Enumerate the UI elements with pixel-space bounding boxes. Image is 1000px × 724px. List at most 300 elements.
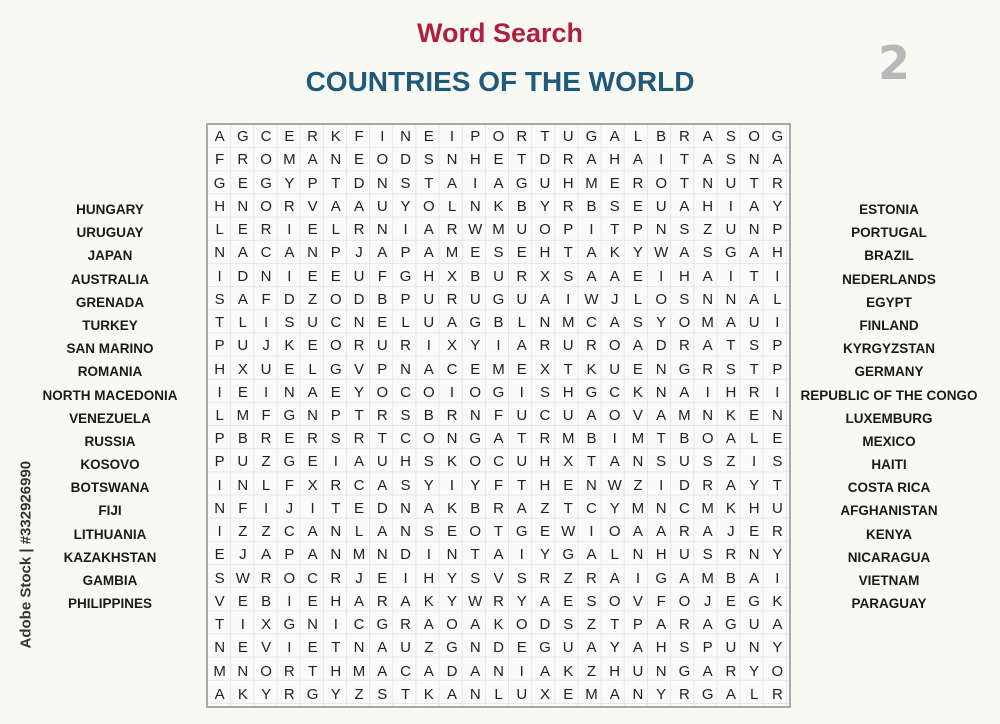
grid-cell: Z: [540, 499, 550, 517]
grid-cell: L: [633, 128, 643, 146]
grid-cell: E: [725, 592, 736, 610]
grid-cell: A: [702, 337, 713, 355]
grid-cell: H: [655, 546, 667, 564]
grid-cell: N: [237, 197, 249, 215]
grid-cell: T: [726, 337, 736, 355]
grid-cell: A: [702, 616, 713, 634]
grid-cell: I: [473, 174, 478, 192]
grid-cell: C: [283, 523, 295, 541]
grid-cell: L: [749, 430, 759, 448]
grid-cell: A: [377, 639, 388, 657]
grid-cell: V: [307, 197, 318, 215]
grid-cell: N: [353, 314, 365, 332]
grid-cell: U: [469, 290, 481, 308]
grid-cell: B: [377, 290, 388, 308]
grid-cell: T: [749, 174, 759, 192]
grid-cell: E: [307, 453, 318, 471]
grid-cell: S: [493, 244, 504, 262]
grid-cell: R: [516, 267, 528, 285]
grid-cell: S: [400, 476, 411, 494]
grid-cell: N: [469, 685, 481, 703]
grid-cell: Z: [563, 569, 573, 587]
grid-cell: T: [331, 499, 341, 517]
grid-cell: N: [307, 616, 318, 634]
word-item: GAMBIA: [82, 573, 138, 588]
grid-cell: Z: [261, 523, 271, 541]
grid-cell: R: [283, 662, 295, 680]
grid-cell: H: [539, 244, 551, 262]
grid-cell: T: [679, 174, 689, 192]
grid-cell: C: [330, 314, 342, 332]
grid-cell: Y: [516, 592, 527, 610]
grid-cell: A: [586, 406, 597, 424]
grid-cell: G: [329, 360, 342, 378]
grid-cell: C: [586, 314, 597, 332]
grid-cell: A: [307, 383, 318, 401]
grid-cell: G: [678, 360, 691, 378]
word-item: AUSTRALIA: [71, 271, 149, 287]
grid-cell: E: [237, 592, 248, 610]
grid-cell: U: [516, 290, 528, 308]
grid-cell: L: [494, 685, 503, 703]
grid-cell: R: [516, 128, 528, 146]
grid-cell: K: [447, 453, 458, 471]
grid-cell: E: [563, 592, 574, 610]
grid-cell: S: [772, 453, 783, 471]
grid-cell: C: [446, 360, 458, 378]
grid-cell: R: [586, 337, 597, 355]
grid-cell: W: [584, 290, 599, 308]
grid-cell: B: [493, 314, 504, 332]
word-item: EGYPT: [866, 294, 912, 310]
grid-cell: B: [423, 406, 434, 424]
grid-cell: I: [310, 499, 315, 517]
grid-cell: E: [307, 221, 318, 239]
grid-cell: A: [749, 197, 760, 215]
grid-cell: U: [423, 290, 435, 308]
grid-cell: E: [563, 476, 574, 494]
grid-cell: A: [423, 244, 434, 262]
word-item: KAZAKHSTAN: [63, 549, 157, 565]
grid-cell: X: [539, 360, 550, 378]
grid-cell: E: [772, 430, 783, 448]
grid-cell: H: [330, 662, 342, 680]
grid-cell: I: [659, 267, 664, 285]
grid-cell: K: [447, 499, 458, 517]
grid-cell: I: [775, 569, 780, 587]
grid-cell: N: [446, 546, 458, 564]
grid-cell: G: [539, 639, 551, 657]
word-item: FINLAND: [859, 317, 919, 333]
grid-cell: A: [354, 197, 365, 215]
grid-cell: K: [284, 337, 295, 355]
grid-cell: Z: [354, 685, 364, 703]
grid-cell: C: [307, 569, 318, 587]
grid-cell: K: [586, 360, 597, 378]
word-item: URUGUAY: [76, 225, 144, 241]
grid-cell: I: [264, 499, 269, 517]
grid-cell: G: [306, 685, 319, 703]
grid-cell: D: [493, 639, 504, 657]
grid-cell: P: [772, 360, 783, 378]
grid-cell: M: [561, 430, 575, 448]
grid-cell: T: [517, 476, 527, 494]
word-item: NORTH MACEDONIA: [42, 387, 178, 403]
grid-cell: G: [283, 453, 296, 471]
grid-cell: N: [748, 221, 760, 239]
grid-cell: N: [748, 151, 760, 169]
grid-cell: T: [656, 430, 666, 448]
grid-cell: J: [355, 244, 363, 262]
grid-cell: G: [469, 430, 482, 448]
grid-cell: A: [679, 244, 690, 262]
grid-cell: R: [446, 290, 458, 308]
grid-cell: U: [423, 314, 435, 332]
grid-cell: O: [469, 523, 482, 541]
word-item: ROMANIA: [77, 364, 143, 380]
grid-cell: I: [264, 383, 269, 401]
grid-cell: Y: [772, 197, 783, 215]
grid-cell: I: [287, 221, 292, 239]
grid-cell: G: [446, 639, 458, 657]
word-item: KOSOVO: [80, 457, 140, 473]
grid-cell: E: [307, 639, 318, 657]
grid-cell: O: [329, 337, 342, 355]
grid-cell: H: [214, 197, 226, 215]
word-item: VENEZUELA: [69, 410, 151, 426]
grid-cell: T: [424, 174, 434, 192]
grid-cell: A: [377, 244, 388, 262]
grid-cell: A: [377, 476, 388, 494]
grid-cell: S: [702, 453, 713, 471]
grid-cell: G: [283, 616, 296, 634]
grid-cell: J: [355, 569, 363, 587]
grid-cell: H: [702, 197, 714, 215]
grid-cell: E: [214, 546, 225, 564]
grid-cell: P: [330, 244, 341, 262]
grid-cell: R: [307, 128, 318, 146]
grid-cell: H: [771, 244, 783, 262]
grid-cell: A: [586, 546, 597, 564]
page-number: 2: [878, 36, 911, 90]
grid-cell: C: [586, 499, 597, 517]
grid-cell: U: [260, 360, 272, 378]
grid-cell: N: [237, 662, 249, 680]
grid-cell: F: [261, 406, 271, 424]
grid-cell: I: [287, 267, 292, 285]
grid-cell: D: [400, 546, 411, 564]
grid-cell: Z: [586, 662, 597, 680]
grid-cell: O: [422, 430, 435, 448]
grid-cell: A: [539, 290, 550, 308]
grid-cell: U: [678, 453, 690, 471]
grid-cell: T: [586, 453, 597, 471]
grid-cell: A: [539, 662, 550, 680]
grid-cell: U: [678, 546, 690, 564]
grid-cell: A: [423, 499, 434, 517]
grid-cell: F: [377, 267, 387, 285]
grid-cell: L: [401, 314, 410, 332]
grid-cell: O: [492, 128, 505, 146]
grid-cell: H: [748, 499, 760, 517]
grid-cell: O: [771, 662, 784, 680]
grid-cell: I: [449, 128, 455, 146]
grid-cell: S: [679, 221, 690, 239]
grid-cell: A: [632, 523, 643, 541]
grid-cell: R: [771, 174, 783, 192]
grid-cell: R: [237, 151, 249, 169]
grid-cell: S: [400, 174, 411, 192]
grid-cell: F: [284, 476, 294, 494]
grid-cell: D: [376, 499, 388, 517]
grid-cell: R: [283, 685, 295, 703]
grid-cell: D: [283, 290, 295, 308]
grid-cell: E: [632, 267, 643, 285]
grid-cell: L: [447, 197, 457, 215]
grid-cell: X: [261, 616, 272, 634]
grid-cell: L: [633, 290, 643, 308]
grid-cell: I: [775, 383, 780, 401]
grid-cell: A: [609, 267, 620, 285]
grid-cell: G: [260, 174, 272, 192]
grid-cell: P: [563, 221, 574, 239]
grid-cell: A: [354, 592, 365, 610]
grid-cell: C: [539, 406, 551, 424]
grid-cell: N: [702, 174, 714, 192]
grid-cell: I: [449, 476, 455, 494]
grid-cell: F: [493, 476, 504, 494]
grid-cell: F: [493, 406, 504, 424]
grid-cell: A: [632, 639, 643, 657]
grid-cell: N: [655, 383, 667, 401]
grid-cell: I: [217, 476, 222, 494]
grid-cell: L: [773, 290, 782, 308]
word-list-right: [800, 198, 978, 615]
word-item: PARAGUAY: [851, 596, 927, 612]
grid-cell: A: [609, 128, 620, 146]
grid-cell: Y: [470, 476, 481, 494]
grid-cell: I: [403, 221, 408, 239]
grid-cell: I: [240, 616, 245, 634]
grid-cell: O: [469, 453, 482, 471]
grid-cell: U: [376, 197, 388, 215]
grid-cell: N: [539, 314, 551, 332]
grid-cell: B: [261, 592, 272, 610]
grid-cell: S: [214, 569, 225, 587]
grid-cell: I: [566, 290, 571, 308]
grid-cell: T: [749, 267, 759, 285]
grid-cell: D: [678, 476, 690, 494]
grid-cell: N: [330, 523, 342, 541]
grid-cell: R: [539, 569, 551, 587]
grid-cell: B: [725, 569, 736, 587]
grid-cell: R: [771, 523, 783, 541]
grid-cell: V: [261, 639, 272, 657]
grid-cell: D: [237, 267, 249, 285]
grid-cell: S: [702, 546, 713, 564]
grid-cell: I: [264, 314, 269, 332]
grid-cell: E: [354, 499, 365, 517]
grid-cell: A: [749, 290, 760, 308]
grid-cell: L: [261, 476, 271, 494]
grid-cell: Y: [400, 197, 411, 215]
grid-cell: G: [376, 616, 389, 634]
grid-cell: M: [283, 151, 296, 169]
grid-cell: P: [400, 290, 411, 308]
grid-cell: O: [376, 383, 389, 401]
grid-cell: I: [728, 197, 733, 215]
grid-cell: V: [354, 360, 365, 378]
grid-cell: K: [493, 616, 504, 634]
grid-cell: A: [586, 151, 597, 169]
grid-cell: A: [447, 174, 458, 192]
grid-cell: B: [586, 430, 597, 448]
word-item: RUSSIA: [84, 433, 136, 449]
grid-cell: I: [775, 314, 780, 332]
grid-cell: I: [519, 546, 524, 564]
grid-cell: H: [400, 453, 411, 471]
grid-cell: E: [330, 383, 341, 401]
grid-cell: A: [470, 616, 481, 634]
grid-cell: H: [539, 453, 551, 471]
grid-cell: D: [539, 151, 551, 169]
word-item: MEXICO: [862, 433, 916, 449]
grid-cell: R: [678, 337, 690, 355]
grid-cell: N: [469, 639, 481, 657]
grid-cell: N: [214, 244, 226, 262]
grid-cell: N: [400, 523, 411, 541]
grid-cell: Y: [354, 383, 365, 401]
grid-cell: A: [725, 476, 736, 494]
grid-cell: E: [632, 197, 643, 215]
grid-cell: A: [749, 569, 760, 587]
grid-cell: S: [423, 151, 434, 169]
grid-cell: T: [610, 616, 620, 634]
grid-cell: N: [376, 174, 388, 192]
grid-cell: R: [493, 499, 504, 517]
grid-cell: N: [353, 639, 365, 657]
grid-cell: A: [586, 244, 597, 262]
word-item: TURKEY: [82, 317, 138, 333]
grid-cell: U: [748, 616, 760, 634]
grid-cell: I: [287, 592, 292, 610]
grid-cell: C: [260, 244, 272, 262]
grid-cell: G: [725, 616, 737, 634]
grid-cell: T: [517, 151, 527, 169]
grid-cell: T: [679, 151, 689, 169]
grid-cell: S: [423, 523, 434, 541]
grid-cell: T: [772, 476, 782, 494]
grid-cell: O: [376, 151, 389, 169]
grid-cell: E: [516, 360, 527, 378]
grid-cell: C: [609, 383, 621, 401]
grid-cell: I: [589, 523, 594, 541]
grid-cell: S: [656, 453, 667, 471]
grid-cell: A: [214, 685, 225, 703]
word-item: GRENADA: [75, 294, 145, 310]
grid-cell: H: [539, 476, 551, 494]
grid-cell: G: [585, 383, 598, 401]
grid-cell: A: [493, 430, 504, 448]
grid-cell: X: [539, 267, 550, 285]
grid-cell: E: [237, 639, 248, 657]
grid-cell: U: [725, 639, 737, 657]
word-item: PHILIPPINES: [67, 596, 153, 612]
grid-cell: I: [426, 546, 431, 564]
grid-cell: T: [563, 360, 573, 378]
grid-cell: O: [260, 151, 272, 169]
grid-cell: N: [283, 383, 295, 401]
grid-cell: Z: [726, 453, 736, 471]
grid-cell: U: [400, 639, 411, 657]
grid-cell: Z: [703, 221, 713, 239]
grid-cell: J: [610, 290, 619, 308]
grid-cell: E: [377, 314, 388, 332]
grid-cell: T: [354, 406, 364, 424]
grid-cell: K: [772, 592, 783, 610]
grid-cell: D: [353, 174, 365, 192]
grid-cell: L: [238, 314, 248, 332]
grid-cell: E: [516, 639, 527, 657]
grid-cell: R: [376, 406, 388, 424]
word-item: NICARAGUA: [847, 549, 931, 565]
grid-cell: Y: [447, 592, 458, 610]
grid-cell: Y: [447, 569, 458, 587]
grid-cell: R: [562, 151, 574, 169]
grid-cell: O: [608, 406, 621, 424]
grid-cell: E: [749, 523, 760, 541]
grid-cell: D: [446, 662, 458, 680]
grid-cell: O: [655, 290, 667, 308]
grid-cell: W: [654, 244, 669, 262]
grid-cell: Z: [238, 523, 248, 541]
grid-cell: L: [215, 406, 224, 424]
grid-cell: U: [609, 360, 621, 378]
grid-cell: P: [400, 244, 411, 262]
grid-cell: M: [701, 314, 714, 332]
grid-cell: B: [586, 197, 597, 215]
grid-cell: A: [423, 616, 434, 634]
grid-cell: R: [353, 221, 365, 239]
grid-cell: K: [423, 685, 434, 703]
grid-cell: L: [517, 314, 526, 332]
grid-cell: J: [727, 523, 735, 541]
word-list-left: [20, 198, 200, 615]
grid-cell: I: [333, 616, 338, 634]
grid-cell: Z: [633, 476, 643, 494]
grid-cell: S: [586, 592, 597, 610]
grid-cell: N: [376, 221, 388, 239]
grid-cell: K: [237, 685, 248, 703]
grid-cell: N: [702, 290, 714, 308]
grid-cell: O: [678, 592, 691, 610]
grid-cell: O: [422, 197, 435, 215]
grid-cell: A: [516, 337, 527, 355]
grid-cell: N: [376, 546, 388, 564]
grid-cell: R: [702, 476, 714, 494]
grid-cell: U: [237, 337, 249, 355]
grid-cell: I: [728, 267, 733, 285]
grid-cell: E: [237, 383, 248, 401]
grid-cell: R: [353, 430, 365, 448]
word-item: LUXEMBURG: [845, 410, 933, 426]
word-item: HAITI: [871, 457, 907, 473]
grid-cell: S: [214, 290, 225, 308]
grid-cell: E: [447, 523, 458, 541]
grid-cell: E: [307, 267, 318, 285]
grid-cell: U: [562, 337, 574, 355]
grid-cell: A: [470, 662, 481, 680]
